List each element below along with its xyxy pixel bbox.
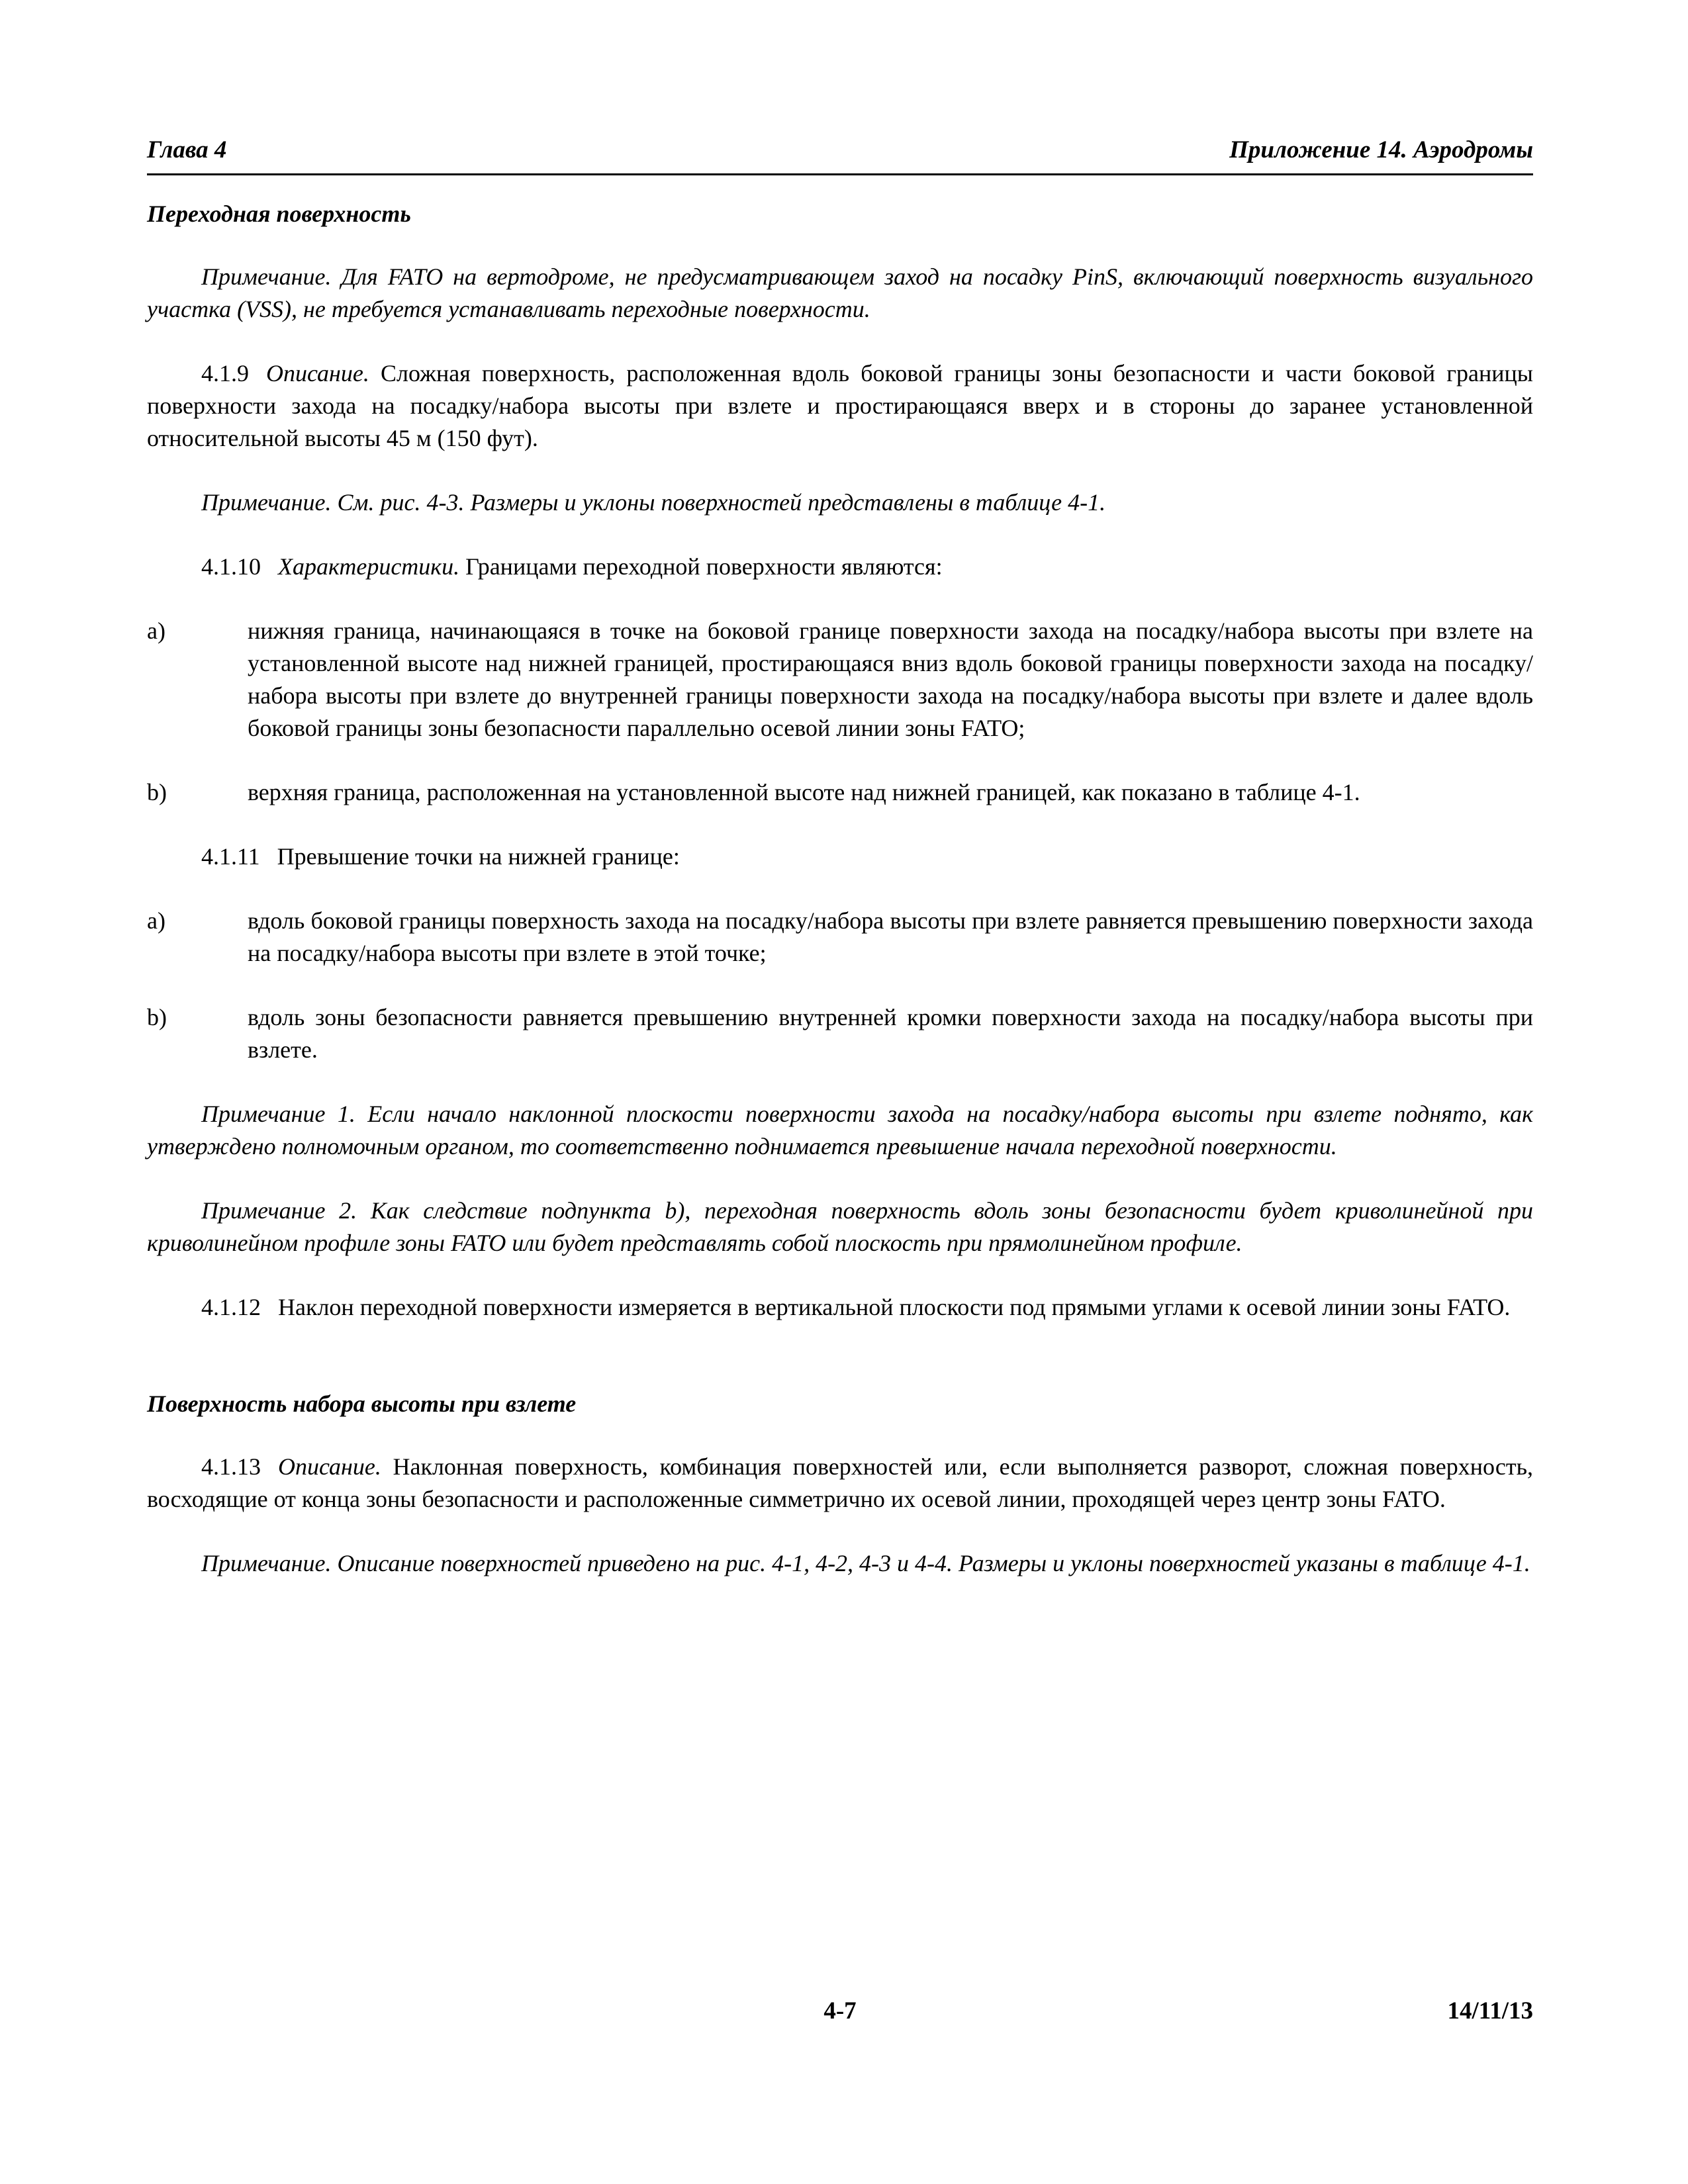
paragraph-number: 4.1.13 <box>201 1453 261 1480</box>
annex-title: Приложение 14. Аэродромы <box>1229 136 1533 163</box>
paragraph-text: Наклонная поверхность, комбинация поверхностей или, если выполняется разворот, сложная поверхность, восходящие от конца зоны безопасности и расположенные симметрично их осевой линии, проходящей через центр зоны FATO. <box>147 1453 1533 1512</box>
list-marker: a) <box>147 907 165 934</box>
paragraph-text: Границами переходной поверхности являются: <box>465 553 943 580</box>
paragraph-4-1-12 <box>147 1291 1533 1324</box>
note-2: Примечание 2. Как следствие подпункта b), переходная поверхность вдоль зоны безопасности будет криволинейной при криволинейном профиле зоны FATO или будет представлять собой плоскость при прямолинейном профиле. <box>147 1197 1533 1256</box>
paragraph-term: Описание. <box>278 1453 381 1480</box>
page-content <box>147 197 1533 1580</box>
paragraph-text: Превышение точки на нижней границе: <box>277 843 680 870</box>
paragraph-number: 4.1.12 <box>201 1294 261 1320</box>
page-footer <box>147 1995 1533 2028</box>
paragraph-text: Наклон переходной поверхности измеряется в вертикальной плоскости под прямыми углами к осевой линии зоны FATO. <box>278 1294 1511 1320</box>
chapter-label: Глава 4 <box>147 136 227 163</box>
list-item-4-1-10-a <box>147 615 1533 745</box>
note-4-1-13: Примечание. Описание поверхностей приведено на рис. 4-1, 4-2, 4-3 и 4-4. Размеры и уклоны поверхностей указаны в таблице 4-1. <box>201 1550 1530 1576</box>
list-marker: b) <box>147 1004 167 1030</box>
paragraph-4-1-9 <box>147 357 1533 455</box>
list-item-text: верхняя граница, расположенная на установленной высоте над нижней границей, как показано в таблице 4-1. <box>248 779 1360 805</box>
paragraph-term: Характеристики. <box>278 553 460 580</box>
page-header <box>147 134 1533 175</box>
list-item-4-1-10-b <box>147 776 1533 809</box>
list-item-4-1-11-b <box>147 1001 1533 1066</box>
paragraph-number: 4.1.10 <box>201 553 261 580</box>
list-item-text: нижняя граница, начинающаяся в точке на боковой границе поверхности захода на посадку/набора высоты при взлете на установленной высоте над нижней границей, простирающаяся вниз вдоль боковой границы поверхности захода на посадку/набора высоты при взлете до внутренней границы поверхности захода на посадку/набора высоты при взлете и далее вдоль боковой границы зоны безопасности параллельно осевой линии зоны FATO; <box>248 617 1533 741</box>
note-1: Примечание 1. Если начало наклонной плоскости поверхности захода на посадку/набора высоты при взлете поднято, как утверждено полномочным органом, то соответственно поднимается превышение начала переходной поверхности. <box>147 1101 1533 1160</box>
section-title-transitional: Переходная поверхность <box>147 201 411 227</box>
list-item-text: вдоль боковой границы поверхность захода на посадку/набора высоты при взлете равняется превышению поверхности захода на посадку/набора высоты при взлете в этой точке; <box>248 907 1533 966</box>
paragraph-4-1-11 <box>147 841 1533 873</box>
paragraph-number: 4.1.9 <box>201 360 249 387</box>
paragraph-4-1-10 <box>147 551 1533 583</box>
paragraph-text: Сложная поверхность, расположенная вдоль боковой границы зоны безопасности и части боковой границы поверхности захода на посадку/набора высоты при взлете и простирающаяся вверх и в стороны до заранее установленной относительной высоты 45 м (150 фут). <box>147 360 1533 451</box>
note-4-1-9: Примечание. См. рис. 4-3. Размеры и уклоны поверхностей представлены в таблице 4-1. <box>201 489 1106 516</box>
list-item-4-1-11-a <box>147 905 1533 970</box>
page-number: 4-7 <box>823 1997 857 2025</box>
list-marker: a) <box>147 617 165 644</box>
note-intro: Примечание. Для FATO на вертодроме, не предусматривающем заход на посадку PinS, включающий поверхность визуального участка (VSS), не требуется устанавливать переходные поверхности. <box>147 263 1533 322</box>
list-marker: b) <box>147 779 167 805</box>
list-item-text: вдоль зоны безопасности равняется превышению внутренней кромки поверхности захода на посадку/набора высоты при взлете. <box>248 1004 1533 1063</box>
paragraph-4-1-13 <box>147 1451 1533 1516</box>
paragraph-number: 4.1.11 <box>201 843 260 870</box>
amendment-date: 14/11/13 <box>1447 1997 1533 2025</box>
section-title-takeoff-climb: Поверхность набора высоты при взлете <box>147 1390 577 1417</box>
paragraph-term: Описание. <box>266 360 369 387</box>
